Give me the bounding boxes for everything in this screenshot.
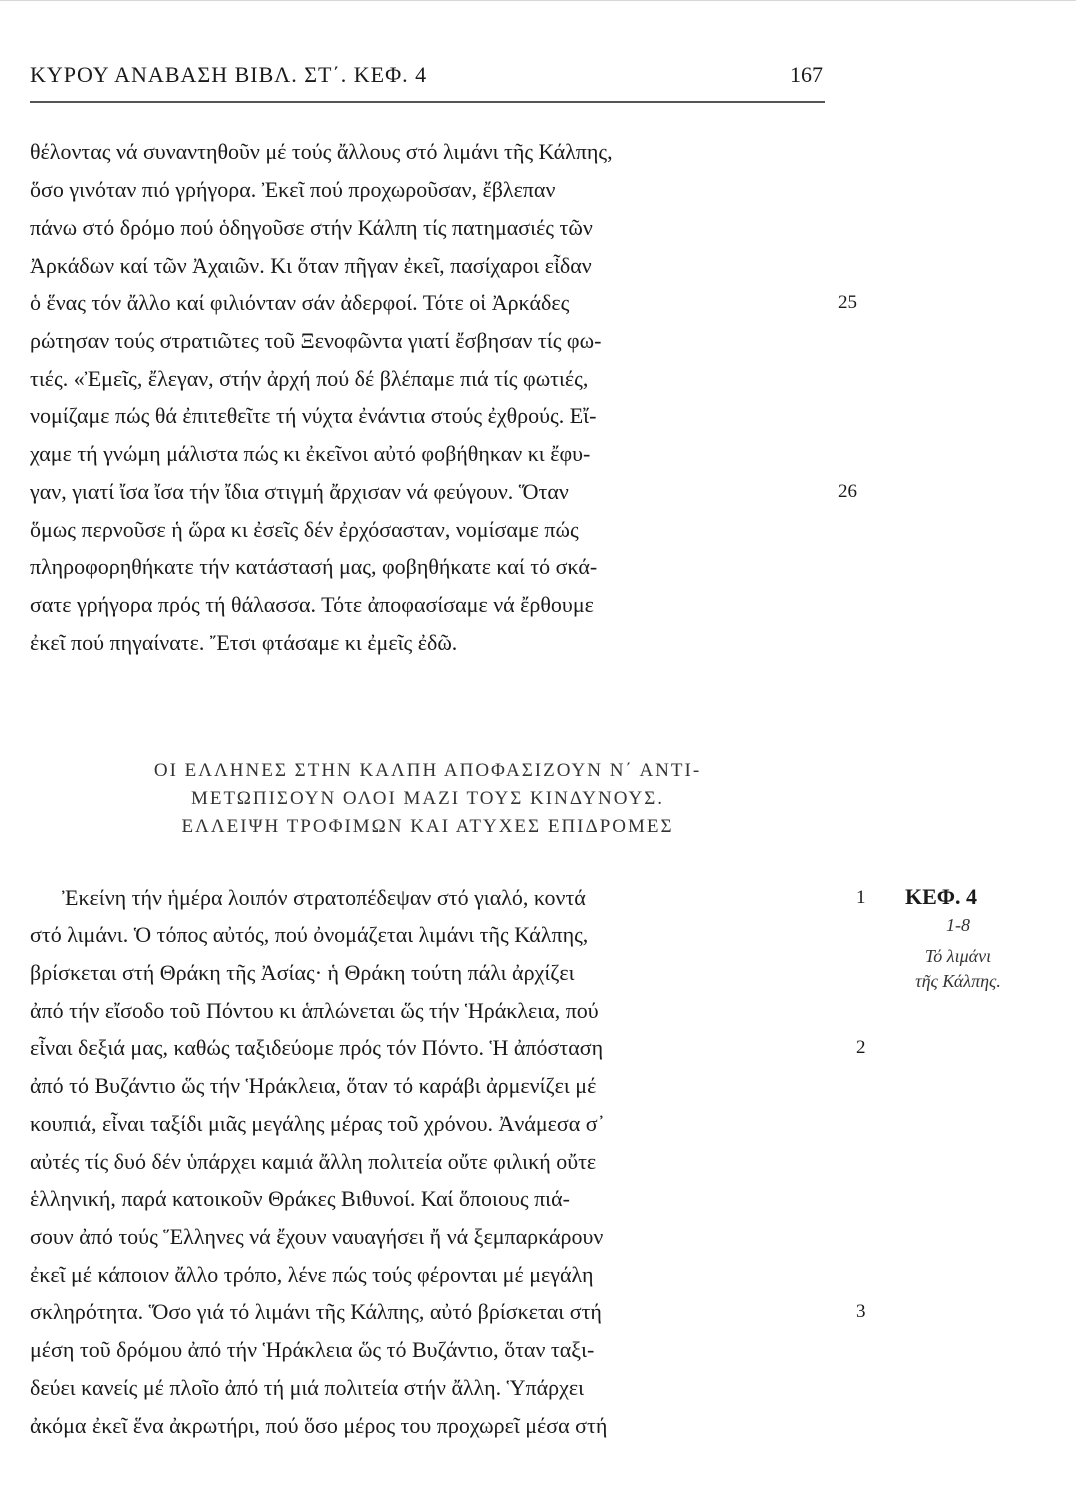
text-line: εἶναι δεξιά μας, καθώς ταξιδεύομε πρός τόν Πόντο. Ἡ ἀπόσταση [30,1035,604,1060]
text-line: Ἀρκάδων καί τῶν Ἀχαιῶν. Κι ὅταν πῆγαν ἐκεῖ, πασίχαροι εἶδαν [30,253,592,278]
text-line: ἐκεῖ πού πηγαίνατε. Ἔτσι φτάσαμε κι ἐμεῖς ἐδῶ. [30,630,458,655]
page-number: 167 [790,62,823,87]
line-number: 25 [838,292,857,313]
margin-note-line: τῆς Κάλπης. [915,971,1001,991]
text-line: σουν ἀπό τούς Ἕλληνες νά ἔχουν ναυαγήσει ἤ νά ξεμπαρκάρουν [30,1224,604,1249]
text-line: σκληρότητα. Ὅσο γιά τό λιμάνι τῆς Κάλπης, αὐτό βρίσκεται στή [30,1299,602,1324]
text-line: πληροφορηθήκατε τήν κατάστασή μας, φοβηθήκατε καί τό σκά- [30,554,598,579]
text-line: πάνω στό δρόμο πού ὁδηγοῦσε στήν Κάλπη τίς πατημασιές τῶν [30,215,593,240]
line-number: 2 [856,1037,866,1058]
section-title-line: ΟΙ ΕΛΛΗΝΕΣ ΣΤΗΝ ΚΑΛΠΗ ΑΠΟΦΑΣΙΖΟΥΝ Ν΄ ΑΝΤΙ- [153,760,702,781]
top-border-line [0,0,1076,1]
text-line: ἀπό τό Βυζάντιο ὥς τήν Ἡράκλεια, ὅταν τό καράβι ἀρμενίζει μέ [30,1073,597,1098]
text-line: θέλοντας νά συναντηθοῦν μέ τούς ἄλλους στό λιμάνι τῆς Κάλπης, [30,139,613,164]
header-rule [30,101,825,103]
text-line: γαν, γιατί ἴσα ἴσα τήν ἴδια στιγμή ἄρχισαν νά φεύγουν. Ὅταν [30,479,569,504]
text-line: χαμε τή γνώμη μάλιστα πώς κι ἐκεῖνοι αὐτό φοβήθηκαν κι ἔφυ- [30,441,591,466]
text-line: σατε γρήγορα πρός τή θάλασσα. Τότε ἀποφασίσαμε νά ἔρθουμε [30,592,594,617]
running-head: ΚΥΡΟΥ ΑΝΑΒΑΣΗ ΒΙΒΛ. ΣΤ΄. ΚΕΦ. 4 [30,62,428,87]
text-line: τιές. «Ἐμεῖς, ἔλεγαν, στήν ἀρχή πού δέ βλέπαμε πιά τίς φωτιές, [30,366,589,391]
line-number: 26 [838,481,857,502]
text-line: μέση τοῦ δρόμου ἀπό τήν Ἡράκλεια ὥς τό Βυζάντιο, ὅταν ταξι- [30,1337,595,1362]
line-number: 3 [856,1301,866,1322]
text-line: ὁ ἕνας τόν ἄλλο καί φιλιόνταν σάν ἀδερφοί. Τότε οἱ Ἀρκάδες [30,290,570,315]
text-line: Ἐκείνη τήν ἡμέρα λοιπόν στρατοπέδεψαν στό γιαλό, κοντά [62,885,586,910]
line-number: 1 [856,887,866,908]
text-line: ρώτησαν τούς στρατιῶτες τοῦ Ξενοφῶντα γιατί ἔσβησαν τίς φω- [30,328,602,353]
text-line: νομίζαμε πώς θά ἐπιτεθεῖτε τή νύχτα ἐνάντια στούς ἐχθρούς. Εἴ- [30,403,597,428]
text-line: αὐτές τίς δυό δέν ὑπάρχει καμιά ἄλλη πολιτεία οὔτε φιλική οὔτε [30,1149,597,1174]
text-line: δεύει κανείς μέ πλοῖο ἀπό τή μιά πολιτεία στήν ἄλλη. Ὑπάρχει [30,1375,585,1400]
text-line: ἀπό τήν εἴσοδο τοῦ Πόντου κι ἁπλώνεται ὥς τήν Ἡράκλεια, πού [30,998,599,1023]
text-line: ὅμως περνοῦσε ἡ ὥρα κι ἐσεῖς δέν ἐρχόσασταν, νομίσαμε πώς [30,517,579,542]
margin-note-line: Τό λιμάνι [924,946,992,966]
text-line: στό λιμάνι. Ὁ τόπος αὐτός, πού ὀνομάζεται λιμάνι τῆς Κάλπης, [30,922,589,947]
section-title-line: ΜΕΤΩΠΙΣΟΥΝ ΟΛΟΙ ΜΑΖΙ ΤΟΥΣ ΚΙΝΔΥΝΟΥΣ. [190,788,665,809]
text-line: ὅσο γινόταν πιό γρήγορα. Ἐκεῖ πού προχωροῦσαν, ἔβλεπαν [30,177,556,202]
text-line: κουπιά, εἶναι ταξίδι μιᾶς μεγάλης μέρας τοῦ χρόνου. Ἀνάμεσα σ᾽ [30,1111,605,1136]
text-line: ἀκόμα ἐκεῖ ἕνα ἀκρωτήρι, πού ὅσο μέρος του προχωρεῖ μέσα στή [30,1413,608,1438]
text-line: ἑλληνική, παρά κατοικοῦν Θράκες Βιθυνοί. Καί ὅποιους πιά- [30,1186,570,1211]
text-line: ἐκεῖ μέ κάποιον ἄλλο τρόπο, λένε πώς τούς φέρονται μέ μεγάλη [30,1262,594,1287]
chapter-label: ΚΕΦ. 4 [905,884,978,909]
chapter-range: 1-8 [946,915,970,935]
text-line: βρίσκεται στή Θράκη τῆς Ἀσίας· ἡ Θράκη τούτη πάλι ἀρχίζει [30,960,575,985]
section-title-line: ΕΛΛΕΙΨΗ ΤΡΟΦΙΜΩΝ ΚΑΙ ΑΤΥΧΕΣ ΕΠΙΔΡΟΜΕΣ [181,816,674,837]
